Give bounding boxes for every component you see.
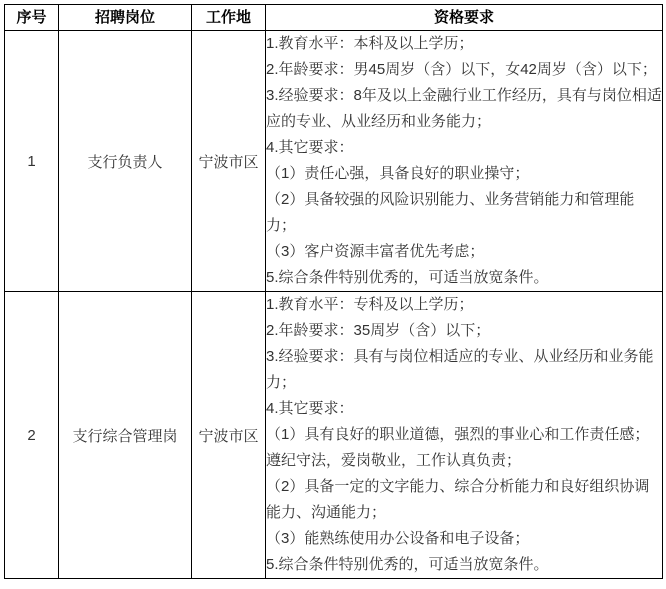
table-row-1: [5, 31, 663, 292]
requirement-line: 1.教育水平：本科及以上学历；: [266, 35, 474, 52]
requirement-line: （2）具备一定的文字能力、综合分析能力和良好组织协调能力、沟通能力；: [266, 478, 650, 521]
header-location: 工作地: [192, 5, 266, 31]
header-position: 招聘岗位: [59, 5, 192, 31]
requirement-line: （3）能熟练使用办公设备和电子设备；: [266, 530, 530, 547]
cell-position: 支行负责人: [59, 31, 192, 292]
header-row: [5, 5, 663, 31]
header-seq-no: 序号: [5, 5, 59, 31]
requirement-line: 2.年龄要求：男45周岁（含）以下，女42周岁（含）以下；: [266, 61, 657, 78]
cell-seq-no: 2: [5, 292, 59, 579]
cell-seq-no: 1: [5, 31, 59, 292]
cell-qualifications: [266, 31, 663, 292]
requirement-line: 3.经验要求：具有与岗位相适应的专业、从业经历和业务能力；: [266, 348, 654, 391]
requirement-line: 1.教育水平：专科及以上学历；: [266, 296, 474, 313]
requirement-line: 5.综合条件特别优秀的，可适当放宽条件。: [266, 556, 549, 573]
header-qualifications: 资格要求: [266, 5, 663, 31]
recruitment-table: [4, 4, 663, 579]
requirement-line: （1）具有良好的职业道德，强烈的事业心和工作责任感；遵纪守法，爱岗敬业，工作认真负责；: [266, 426, 650, 469]
requirement-line: 4.其它要求：: [266, 400, 354, 417]
requirement-line: （1）责任心强，具备良好的职业操守；: [266, 165, 530, 182]
requirement-line: （3）客户资源丰富者优先考虑；: [266, 243, 485, 260]
cell-position: 支行综合管理岗: [59, 292, 192, 579]
cell-qualifications: [266, 292, 663, 579]
requirement-line: 5.综合条件特别优秀的，可适当放宽条件。: [266, 269, 549, 286]
table-row-2: [5, 292, 663, 579]
requirement-line: 2.年龄要求：35周岁（含）以下；: [266, 322, 491, 339]
requirement-line: 4.其它要求：: [266, 139, 354, 156]
requirement-line: 3.经验要求：8年及以上金融行业工作经历，具有与岗位相适应的专业、从业经历和业务能力；: [266, 87, 662, 130]
cell-location: 宁波市区: [192, 31, 266, 292]
cell-location: 宁波市区: [192, 292, 266, 579]
requirement-line: （2）具备较强的风险识别能力、业务营销能力和管理能力；: [266, 191, 635, 234]
